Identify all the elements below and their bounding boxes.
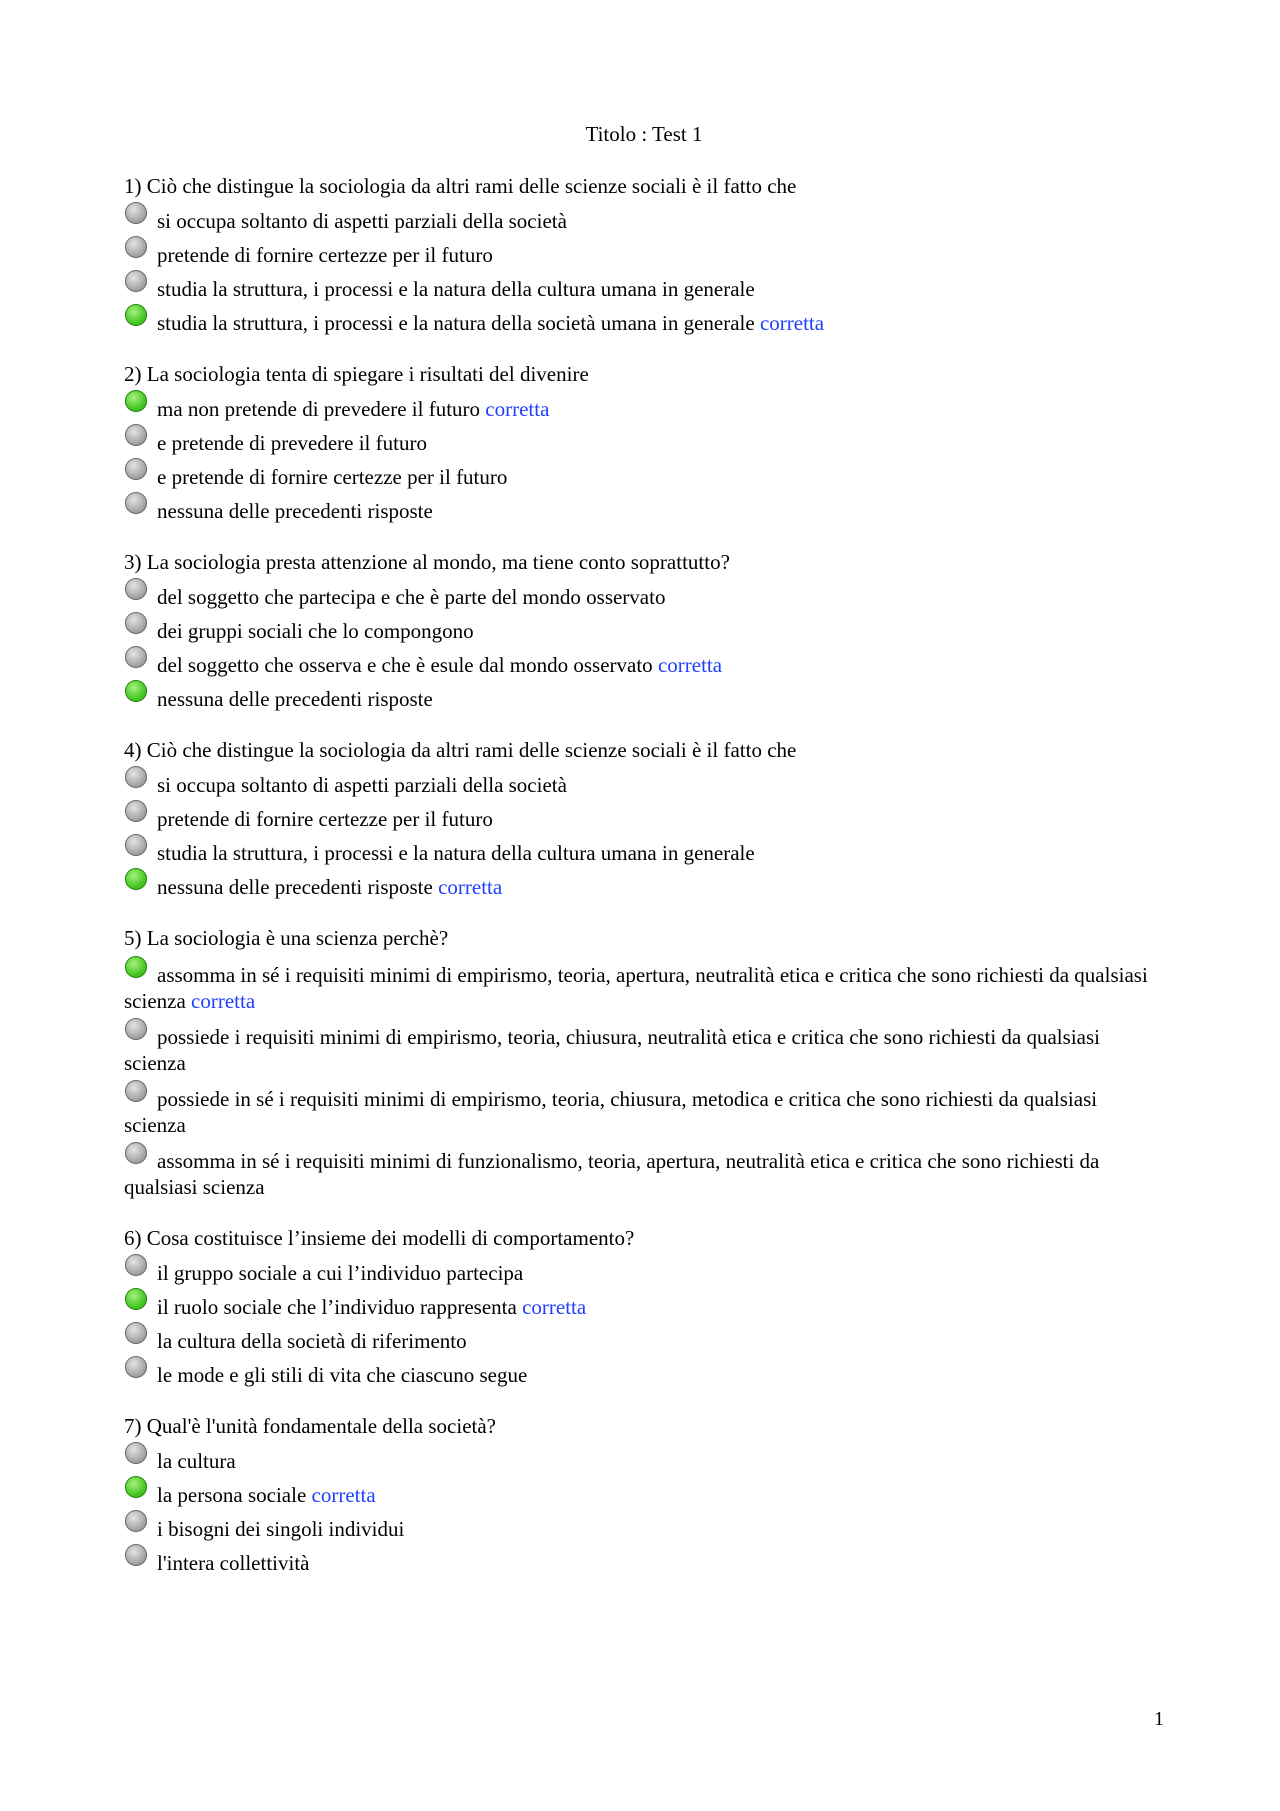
radio-unselected-icon[interactable] [125,612,147,634]
correct-label: corretta [485,397,550,421]
answer-option[interactable] [124,874,1164,900]
question-4 [124,736,1164,900]
radio-unselected-icon[interactable] [125,834,147,856]
radio-selected-icon[interactable] [125,956,147,978]
answer-option[interactable] [124,1448,1164,1474]
answer-text: possiede in sé i requisiti minimi di empirismo, teoria, chiusura, metodica e critica che sono richiesti da qualsiasi scienza [124,1087,1098,1137]
answer-text: del soggetto che partecipa e che è parte del mondo osservato [157,585,666,609]
question-text: 1) Ciò che distingue la sociologia da altri rami delle scienze sociali è il fatto che [124,174,797,198]
correct-label: corretta [657,653,723,677]
answer-option[interactable] [124,498,1164,524]
answer-option[interactable] [124,430,1164,456]
question-5 [124,924,1164,1200]
answer-text: i bisogni dei singoli individui [157,1517,405,1541]
answer-option[interactable] [124,1482,1164,1508]
question-text: 5) La sociologia è una scienza perchè? [124,926,449,950]
answer-option[interactable] [124,652,1164,678]
answer-text: assomma in sé i requisiti minimi di empirismo, teoria, apertura, neutralità etica e critica che sono richiesti da qualsiasi scienza [124,963,1148,1013]
answer-option[interactable] [124,1362,1164,1388]
answer-text: studia la struttura, i processi e la natura della cultura umana in generale [157,841,755,865]
question-list [124,172,1164,1576]
answer-option[interactable] [124,1024,1164,1076]
radio-unselected-icon[interactable] [125,1544,147,1566]
radio-unselected-icon[interactable] [125,202,147,224]
answer-text: nessuna delle precedenti risposte [157,499,433,523]
correct-label: corretta [522,1295,587,1319]
radio-unselected-icon[interactable] [125,646,147,668]
answer-text: la cultura della società di riferimento [157,1329,467,1353]
answer-text: la persona sociale [157,1483,307,1507]
answer-text: la cultura [157,1449,236,1473]
radio-unselected-icon[interactable] [125,1018,147,1040]
radio-selected-icon[interactable] [125,304,147,326]
answer-text: pretende di fornire certezze per il futuro [157,807,493,831]
radio-selected-icon[interactable] [125,1288,147,1310]
question-text: 4) Ciò che distingue la sociologia da altri rami delle scienze sociali è il fatto che [124,738,797,762]
answer-option[interactable] [124,1294,1164,1320]
radio-unselected-icon[interactable] [125,424,147,446]
answer-text: e pretende di prevedere il futuro [157,431,427,455]
question-7 [124,1412,1164,1576]
answer-option[interactable] [124,1148,1164,1200]
answer-text: si occupa soltanto di aspetti parziali della società [157,773,567,797]
radio-selected-icon[interactable] [125,390,147,412]
answer-option[interactable] [124,840,1164,866]
answer-text: e pretende di fornire certezze per il futuro [157,465,508,489]
answer-text: assomma in sé i requisiti minimi di funzionalismo, teoria, apertura, neutralità etica e critica che sono richiesti da qualsiasi scienza [124,1149,1100,1199]
question-2 [124,360,1164,524]
radio-unselected-icon[interactable] [125,578,147,600]
radio-unselected-icon[interactable] [125,458,147,480]
radio-unselected-icon[interactable] [125,766,147,788]
page-title: Titolo : Test 1 [585,122,703,146]
answer-option[interactable] [124,772,1164,798]
answer-option[interactable] [124,464,1164,490]
radio-unselected-icon[interactable] [125,1142,147,1164]
radio-unselected-icon[interactable] [125,1510,147,1532]
radio-unselected-icon[interactable] [125,1254,147,1276]
answer-text: il gruppo sociale a cui l’individuo partecipa [157,1261,524,1285]
answer-option[interactable] [124,1086,1164,1138]
question-3 [124,548,1164,712]
answer-option[interactable] [124,584,1164,610]
quiz-page [124,120,1164,1600]
correct-label: corretta [191,989,256,1013]
answer-option[interactable] [124,686,1164,712]
question-text: 2) La sociologia tenta di spiegare i risultati del divenire [124,362,589,386]
answer-text: studia la struttura, i processi e la natura della cultura umana in generale [157,277,755,301]
question-text: 7) Qual'è l'unità fondamentale della società? [124,1414,496,1438]
answer-text: si occupa soltanto di aspetti parziali della società [157,209,567,233]
answer-text: pretende di fornire certezze per il futuro [157,243,493,267]
answer-text: possiede i requisiti minimi di empirismo, teoria, chiusura, neutralità etica e critica che sono richiesti da qualsiasi scienza [124,1025,1100,1075]
answer-text: nessuna delle precedenti risposte [157,687,433,711]
answer-option[interactable] [124,806,1164,832]
answer-text: le mode e gli stili di vita che ciascuno segue [157,1363,528,1387]
correct-label: corretta [438,875,503,899]
correct-label: corretta [759,311,825,335]
answer-option[interactable] [124,1328,1164,1354]
answer-option[interactable] [124,1516,1164,1542]
question-6 [124,1224,1164,1388]
radio-selected-icon[interactable] [125,1476,147,1498]
radio-unselected-icon[interactable] [125,236,147,258]
radio-selected-icon[interactable] [125,868,147,890]
answer-text: ma non pretende di prevedere il futuro [157,397,481,421]
answer-text: il ruolo sociale che l’individuo rappresenta [157,1295,517,1319]
page-number: 1 [1154,1708,1164,1730]
radio-unselected-icon[interactable] [125,492,147,514]
correct-label: corretta [311,1483,376,1507]
radio-unselected-icon[interactable] [125,800,147,822]
answer-text: studia la struttura, i processi e la natura della società umana in generale [157,311,755,335]
answer-option[interactable] [124,276,1164,302]
question-text: 3) La sociologia presta attenzione al mondo, ma tiene conto soprattutto? [124,550,730,574]
answer-option[interactable] [124,1550,1164,1576]
answer-option[interactable] [124,396,1164,422]
answer-text: dei gruppi sociali che lo compongono [157,619,474,643]
answer-text: del soggetto che osserva e che è esule dal mondo osservato [157,653,653,677]
question-text: 6) Cosa costituisce l’insieme dei modelli di comportamento? [124,1226,635,1250]
radio-unselected-icon[interactable] [125,270,147,292]
answer-option[interactable] [124,618,1164,644]
radio-unselected-icon[interactable] [125,1442,147,1464]
radio-unselected-icon[interactable] [125,1080,147,1102]
answer-option[interactable] [124,962,1164,1014]
answer-text: nessuna delle precedenti risposte [157,875,433,899]
answer-option[interactable] [124,208,1164,234]
question-1 [124,172,1164,336]
answer-text: l'intera collettività [157,1551,310,1575]
answer-option[interactable] [124,1260,1164,1286]
radio-selected-icon[interactable] [125,680,147,702]
answer-option[interactable] [124,242,1164,268]
radio-unselected-icon[interactable] [125,1356,147,1378]
radio-unselected-icon[interactable] [125,1322,147,1344]
answer-option[interactable] [124,310,1164,336]
